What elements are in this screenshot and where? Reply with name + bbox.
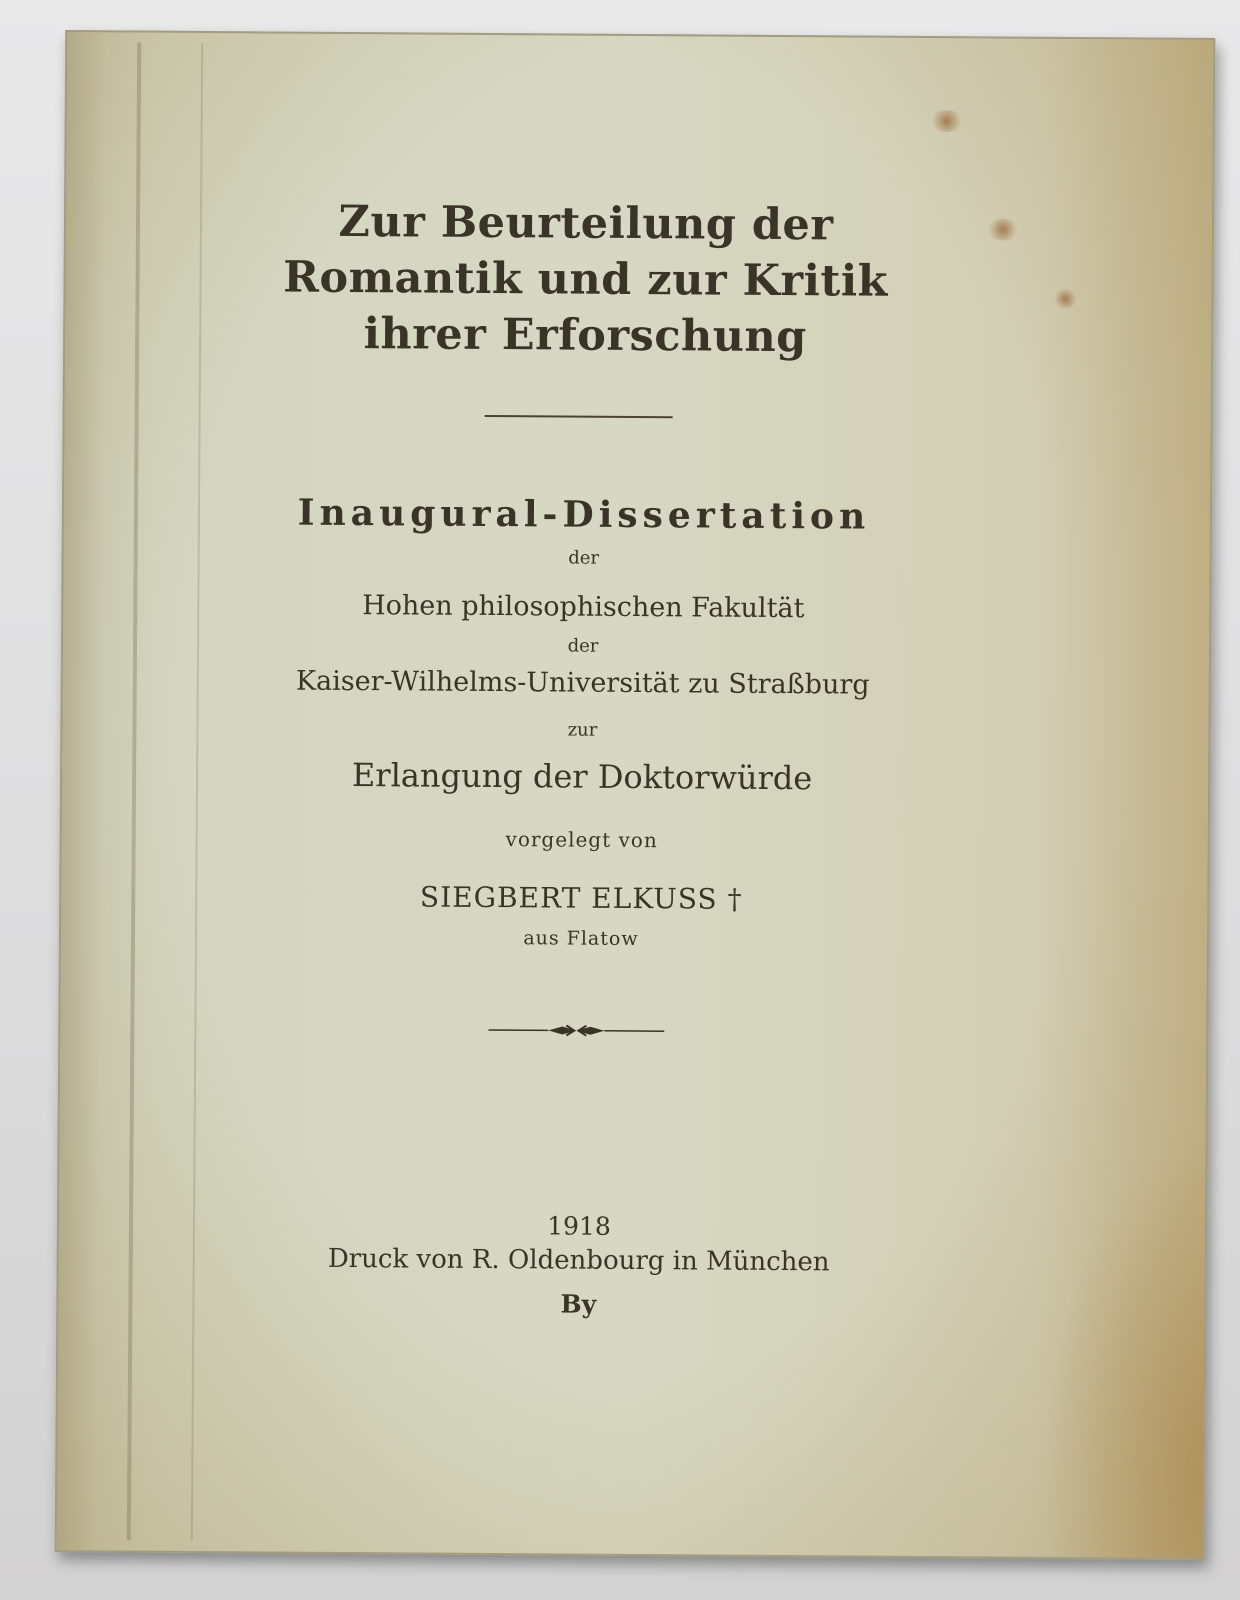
author-name: SIEGBERT ELKUSS † [419,880,743,916]
title-divider [485,415,673,418]
university-line: Kaiser-Wilhelms-Universität zu Straßburg [295,665,870,701]
foxing-stain [929,110,965,132]
presented-by-line: vorgelegt von [505,827,658,853]
printer-line: Druck von R. Oldenbourg in München [327,1243,830,1278]
purpose-line: Erlangung der Doktorwürde [351,756,813,798]
publication-year: 1918 [547,1211,611,1241]
printer-mark: By [560,1289,597,1319]
author-origin: aus Flatow [523,927,639,951]
edge-discoloration [1043,1137,1206,1558]
faculty-line: Hohen philosophischen Fakultät [362,590,805,625]
book-cover [55,30,1216,1560]
connector-der: der [567,635,599,657]
connector-zur: zur [567,719,598,741]
foxing-stain [1053,289,1077,309]
title-line: Romantik und zur Kritik [283,252,889,307]
connector-der: der [568,547,600,569]
dissertation-heading: Inaugural-Dissertation [297,491,871,538]
book [55,30,1216,1560]
book-title [205,193,966,366]
ornament-divider-icon [488,1023,664,1038]
foxing-stain [986,218,1020,240]
spine-fold [127,43,141,1541]
title-line: Zur Beurteilung der [338,196,834,251]
title-line: ihrer Erforschung [363,309,807,363]
